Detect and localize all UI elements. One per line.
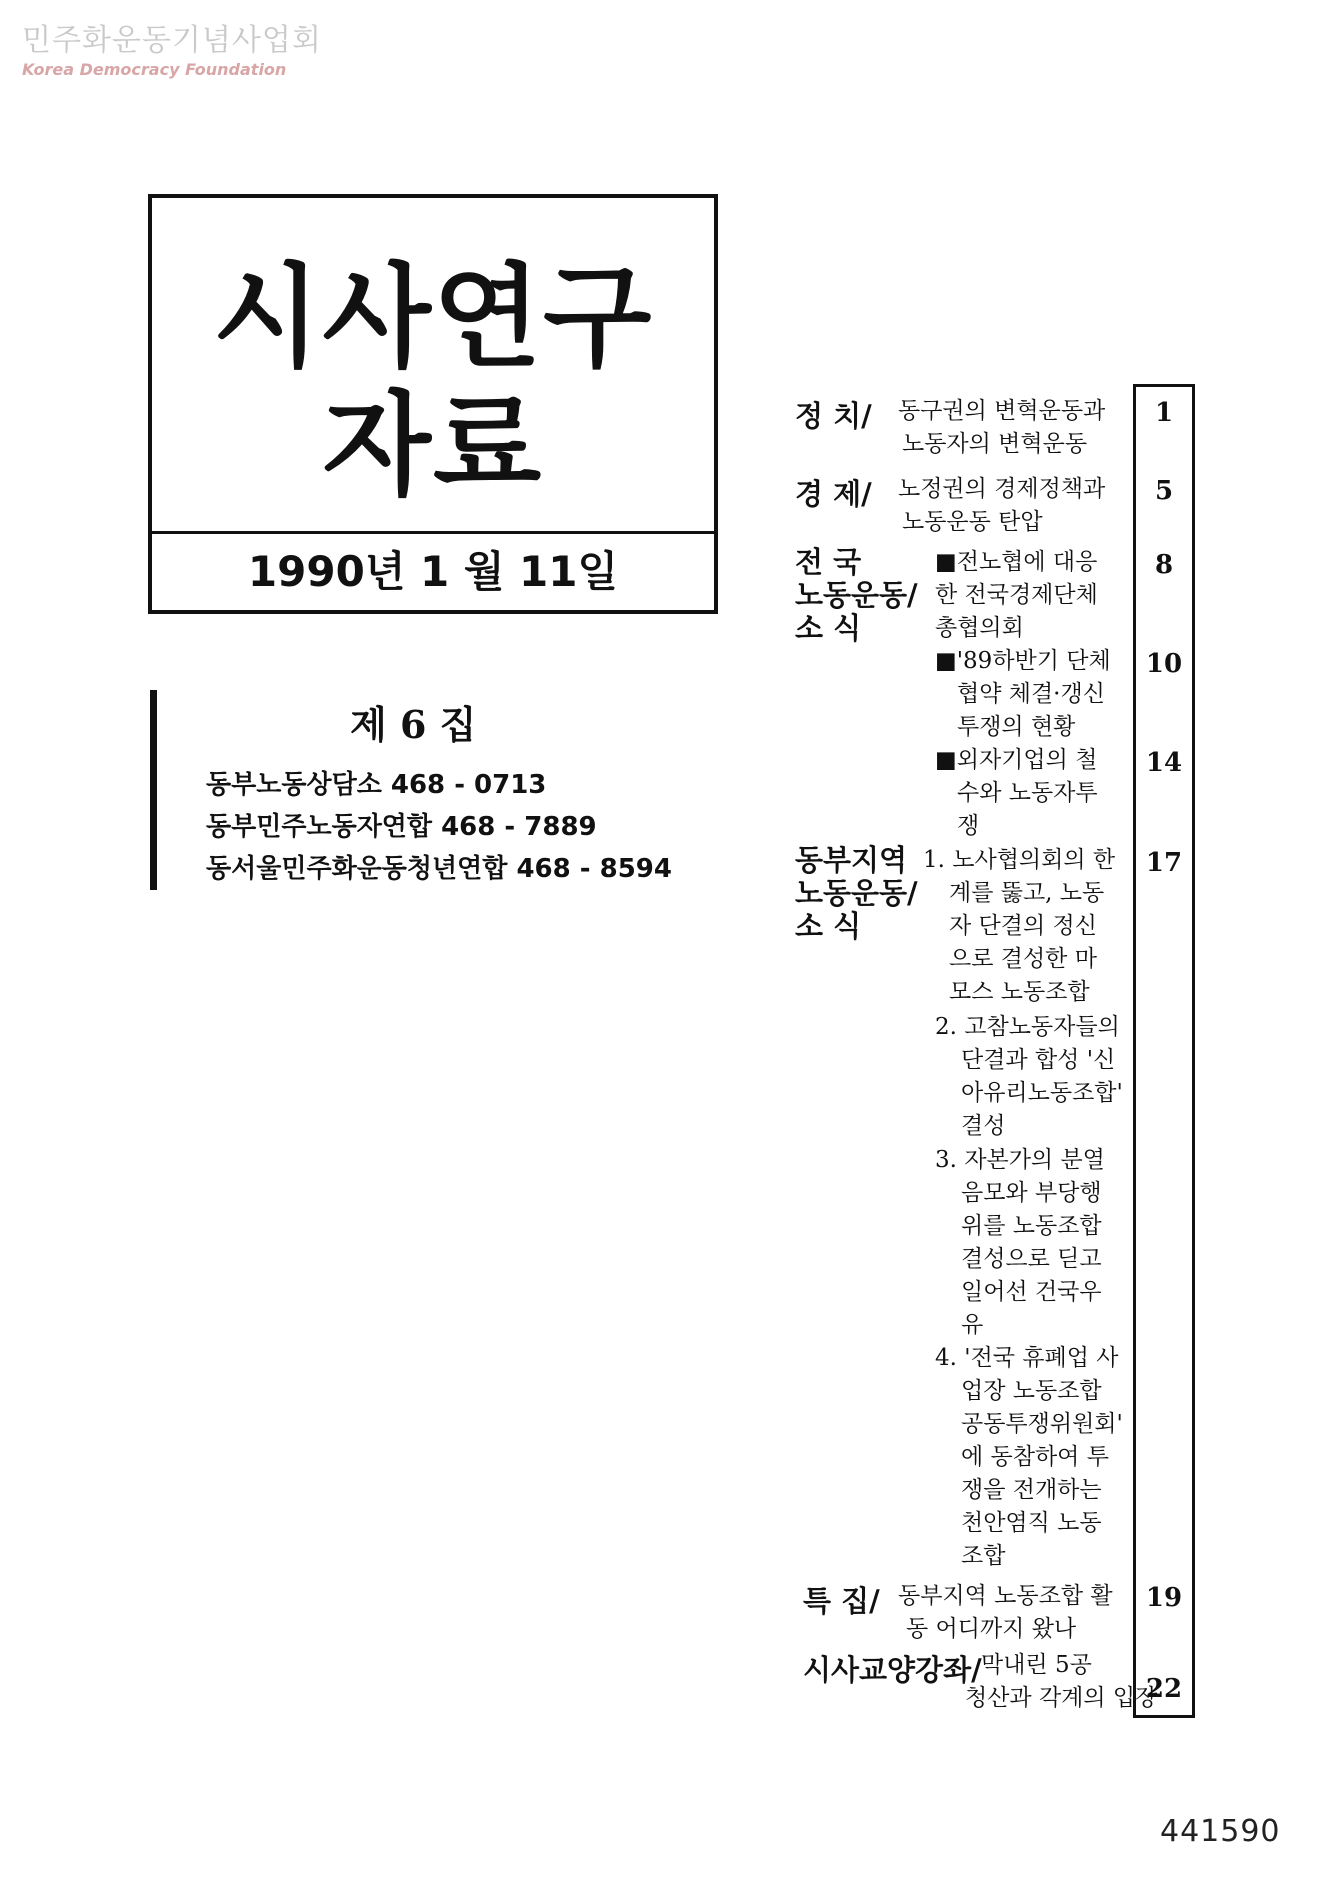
toc-entry-line: 결성으로 딛고 <box>961 1246 1102 1272</box>
document-number: 441590 <box>1160 1814 1281 1849</box>
toc-entry-line: 공동투쟁위원회' <box>961 1411 1123 1437</box>
toc-entry-line: 결성 <box>961 1113 1006 1139</box>
toc-entry-line: 청산과 각계의 입장 <box>965 1685 1158 1711</box>
toc-entry-line: 수와 노동자투 <box>957 780 1098 806</box>
watermark-english: Korea Democracy Foundation <box>22 60 287 79</box>
toc-entry <box>898 1580 1113 1646</box>
toc-entry-line: 동부지역 노동조합 활 <box>898 1583 1113 1609</box>
toc-entry <box>965 1649 1158 1715</box>
toc-entry <box>935 744 1098 843</box>
toc-entry-line: 동 어디까지 왔나 <box>906 1616 1077 1642</box>
toc-entry-line: 자 단결의 정신 <box>949 913 1097 939</box>
toc-category: 동부지역 노동운동/ 소 식 <box>795 843 918 943</box>
toc-entry-line: ■'89하반기 단체 <box>935 648 1111 674</box>
toc-page-number: 22 <box>1145 1674 1183 1704</box>
toc-page-number: 14 <box>1145 748 1183 778</box>
toc-entry <box>898 473 1105 539</box>
toc-entry-line: 노동자의 변혁운동 <box>902 431 1088 457</box>
toc-entry-line: 3. 자본가의 분열 <box>935 1147 1105 1173</box>
title-box <box>148 194 718 614</box>
toc-entry-line: 단결과 합성 '신 <box>961 1047 1116 1073</box>
toc-entry-line: 위를 노동조합 <box>961 1213 1102 1239</box>
toc-entry-line: 협약 체결·갱신 <box>957 681 1105 707</box>
toc-entry-line: 모스 노동조합 <box>949 979 1090 1005</box>
toc-entry-line: 1. 노사협의회의 한 <box>923 847 1116 873</box>
toc-entry-line: 일어선 건국우 <box>961 1279 1102 1305</box>
contact-line: 동서울민주화운동청년연합 468 - 8594 <box>206 854 672 884</box>
toc-entry-line: 4. '전국 휴폐업 사 <box>935 1345 1119 1371</box>
vertical-rule <box>150 690 157 890</box>
toc-entry-line: 막내린 5공 <box>981 1652 1092 1678</box>
issue-number: 제 6 집 <box>350 702 477 747</box>
toc-category: 경 제/ <box>795 477 872 511</box>
toc-category: 전 국 노동운동/ 소 식 <box>795 545 918 645</box>
toc-entry-line: 음모와 부당행 <box>961 1180 1102 1206</box>
toc-entry-line: 에 동참하여 투 <box>961 1444 1109 1470</box>
toc-category: 시사교양강좌/ <box>803 1653 982 1687</box>
contact-line: 동부노동상담소 468 - 0713 <box>206 770 547 800</box>
toc-page-number: 10 <box>1145 649 1183 679</box>
toc-page-number: 1 <box>1154 398 1174 428</box>
toc-entry <box>935 546 1098 645</box>
publication-date: 1990년 1 월 11일 <box>152 531 714 610</box>
toc-entry-line: 총협의회 <box>935 615 1024 641</box>
contact-line: 동부민주노동자연합 468 - 7889 <box>206 812 597 842</box>
toc-entry-line: 으로 결성한 마 <box>949 946 1097 972</box>
toc-category: 특 집/ <box>803 1584 880 1618</box>
page-number-column <box>1133 384 1195 1718</box>
publication-title <box>152 254 714 510</box>
title-line-2: 자료 <box>322 381 544 511</box>
toc-entry-line: 업장 노동조합 <box>961 1378 1102 1404</box>
toc-entry-line: ■외자기업의 철 <box>935 747 1098 773</box>
toc-entry-line: 계를 뚫고, 노동 <box>949 880 1105 906</box>
toc-entry <box>935 645 1111 744</box>
toc-page-number: 19 <box>1145 1583 1183 1613</box>
toc-entry-line: 유 <box>961 1312 984 1338</box>
toc-entry-line: ■전노협에 대응 <box>935 549 1098 575</box>
toc-page-number: 17 <box>1145 848 1183 878</box>
toc-entry-line: 쟁 <box>957 813 980 839</box>
toc-page-number: 5 <box>1154 476 1174 506</box>
toc-entry-line: 아유리노동조합' <box>961 1080 1123 1106</box>
toc-entry-line: 노동운동 탄압 <box>902 509 1043 535</box>
table-of-contents <box>795 384 1195 1718</box>
toc-entry-line: 쟁을 전개하는 <box>961 1477 1102 1503</box>
toc-entry <box>935 1144 1105 1342</box>
toc-entry-line: 한 전국경제단체 <box>935 582 1098 608</box>
toc-entry-line: 천안염직 노동 <box>961 1510 1102 1536</box>
toc-entry-line: 투쟁의 현황 <box>957 714 1076 740</box>
toc-entry <box>923 844 1115 1009</box>
toc-entry-line: 노정권의 경제정책과 <box>898 476 1106 502</box>
toc-entry-line: 2. 고참노동자들의 <box>935 1014 1120 1040</box>
foundation-watermark <box>22 24 322 79</box>
toc-entry <box>898 395 1105 461</box>
toc-page-number: 8 <box>1154 550 1174 580</box>
title-line-1: 시사연구 <box>212 253 654 383</box>
toc-entry-line: 조합 <box>961 1543 1006 1569</box>
toc-entry <box>935 1011 1123 1143</box>
toc-entry-line: 동구권의 변혁운동과 <box>898 398 1106 424</box>
watermark-korean: 민주화운동기념사업회 <box>22 23 322 58</box>
toc-entry <box>935 1342 1123 1573</box>
toc-category: 정 치/ <box>795 399 872 433</box>
